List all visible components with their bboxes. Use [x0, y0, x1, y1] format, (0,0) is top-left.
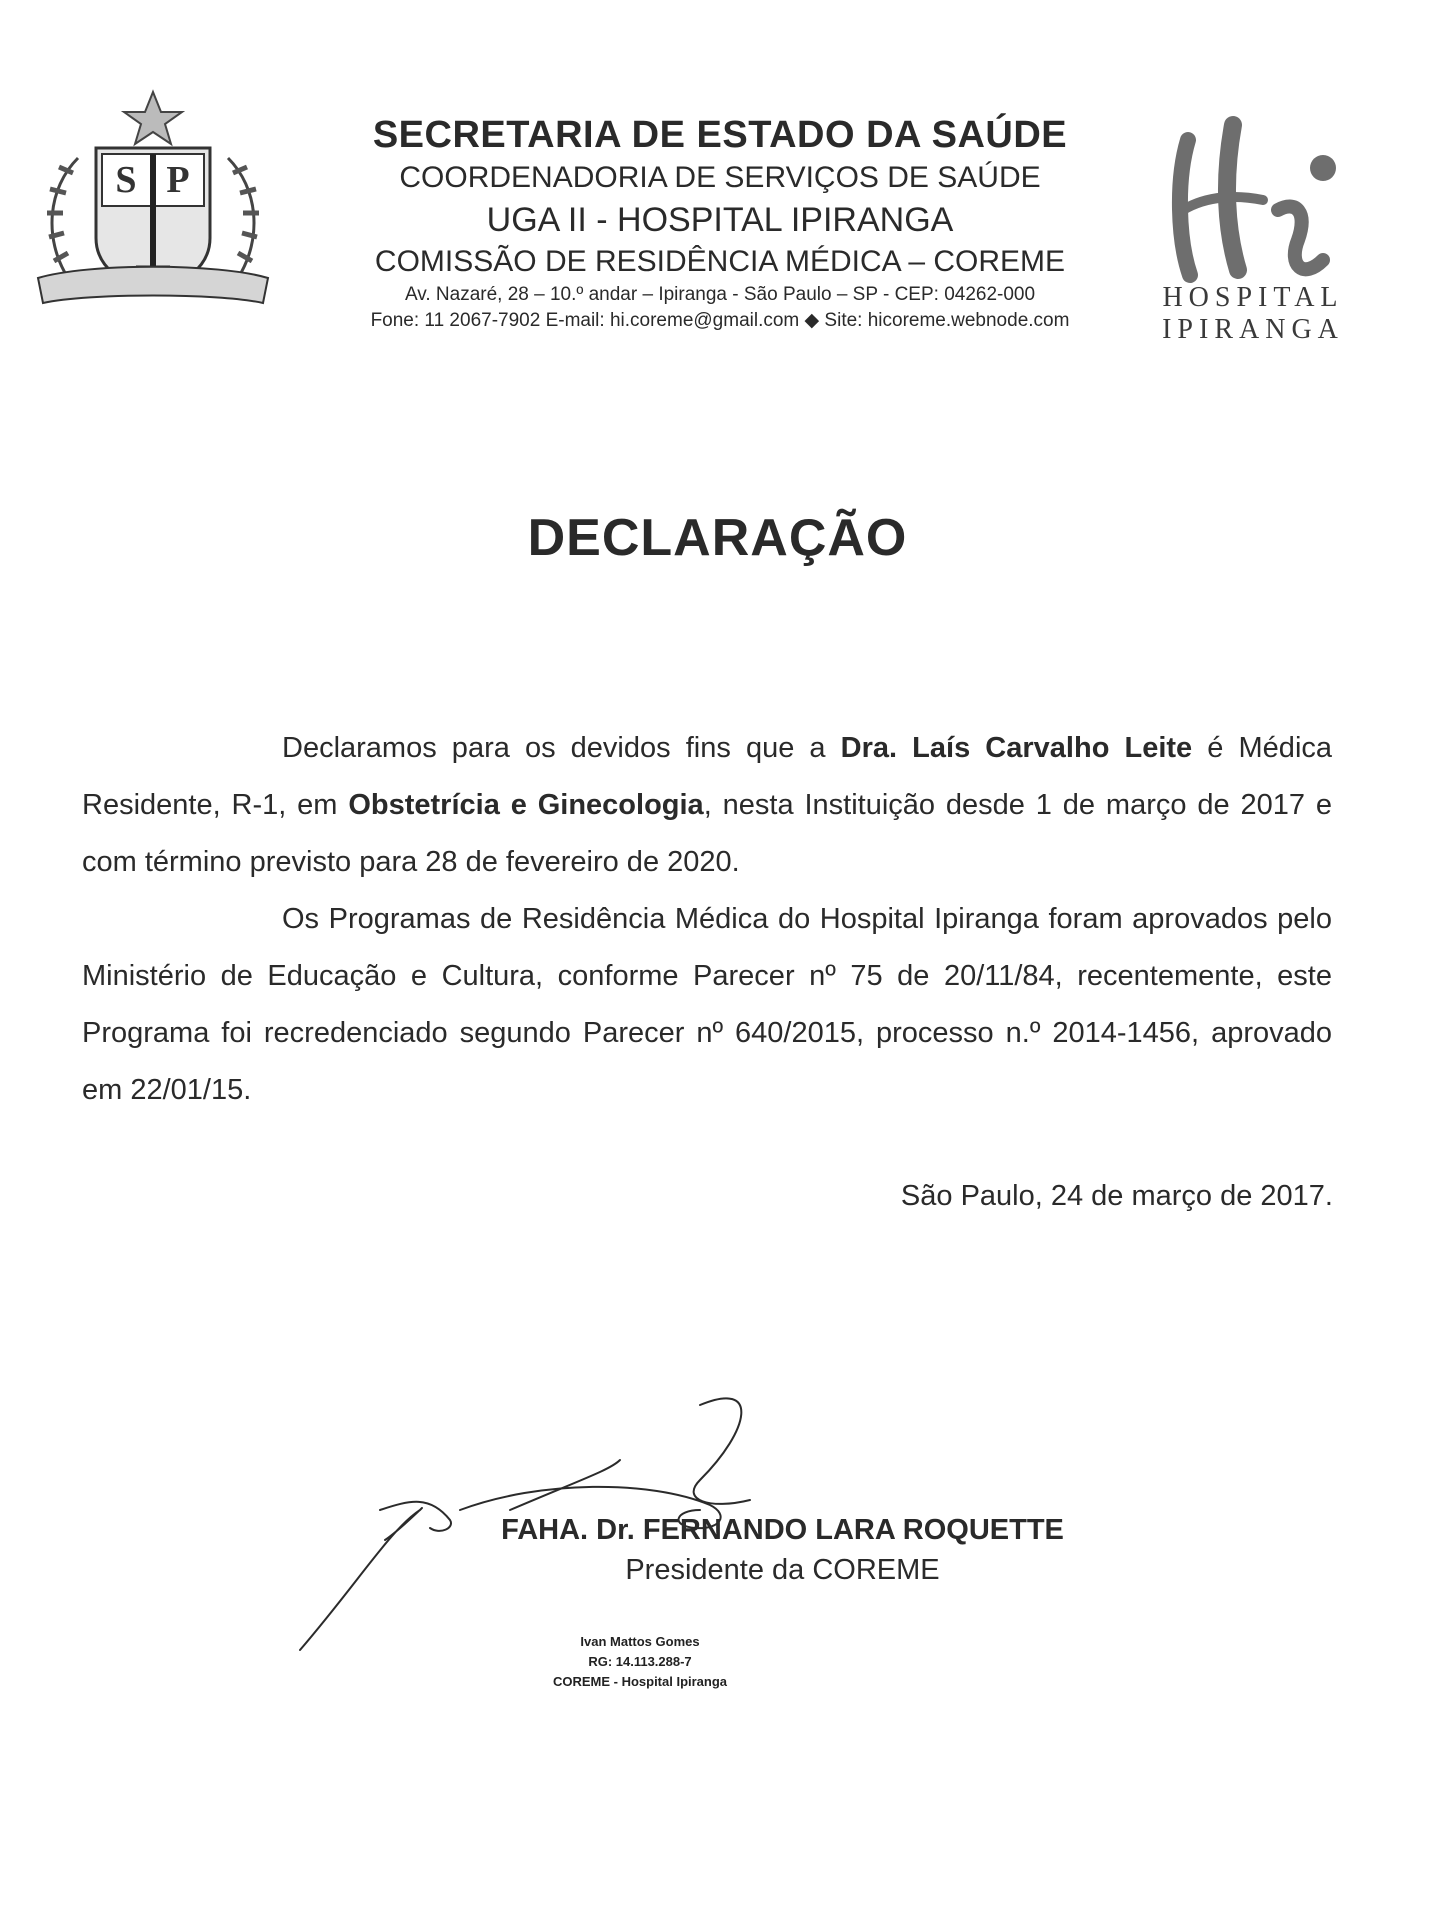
resident-name: Dra. Laís Carvalho Leite — [840, 732, 1193, 764]
stamp-line-2: RG: 14.113.288-7 — [588, 1654, 692, 1669]
crest-initials: S — [115, 159, 137, 201]
signer-block — [0, 1510, 1435, 1590]
place-and-date: São Paulo, 24 de março de 2017. — [900, 1180, 1333, 1212]
letterhead — [280, 112, 1160, 334]
stamp-line-1: Ivan Mattos Gomes — [580, 1634, 700, 1649]
org-line-3: UGA II - HOSPITAL IPIRANGA — [486, 201, 954, 239]
hospital-logo-text — [1128, 282, 1378, 346]
declaration-body — [82, 720, 1332, 1119]
specialty: Obstetrícia e Ginecologia — [348, 789, 704, 821]
paragraph-2: Os Programas de Residência Médica do Hospital Ipiranga foram aprovados pelo Ministério de Educação e Cultura, conforme Parecer nº 75 de 20/11/84, recentemente, este Programa foi recredenciado segundo Parecer nº 640/2015, processo n.º 2014-1456, aprovado em 22/01/15. — [82, 903, 1332, 1106]
sao-paulo-coat-of-arms-logo — [18, 88, 288, 328]
signer-role: Presidente da COREME — [625, 1554, 940, 1586]
official-stamp — [520, 1632, 760, 1692]
hospital-logo-line1: HOSPITAL — [1162, 282, 1344, 313]
org-line-4: COMISSÃO DE RESIDÊNCIA MÉDICA – COREME — [374, 245, 1066, 278]
paragraph-1: Declaramos para os devidos fins que a Dra. Laís Carvalho Leite é Médica Residente, R-1, em Obstetrícia e Ginecologia, nesta Instituição desde 1 de março de 2017 e com término previsto para 28 de fevereiro de 2020. — [82, 732, 1333, 878]
signer-name: FAHA. Dr. FERNANDO LARA ROQUETTE — [501, 1514, 1064, 1546]
stamp-line-3: COREME - Hospital Ipiranga — [552, 1674, 728, 1689]
document-title: DECLARAÇÃO — [527, 509, 908, 567]
contact-line: Fone: 11 2067-7902 E-mail: hi.coreme@gmail.com ◆ Site: hicoreme.webnode.com — [370, 310, 1070, 331]
hospital-logo-line2: IPIRANGA — [1162, 314, 1344, 345]
address-line: Av. Nazaré, 28 – 10.º andar – Ipiranga - São Paulo – SP - CEP: 04262-000 — [404, 284, 1036, 305]
svg-text:P: P — [166, 159, 190, 201]
org-line-2: COORDENADORIA DE SERVIÇOS DE SAÚDE — [399, 161, 1041, 194]
org-line-1: SECRETARIA DE ESTADO DA SAÚDE — [372, 114, 1068, 156]
